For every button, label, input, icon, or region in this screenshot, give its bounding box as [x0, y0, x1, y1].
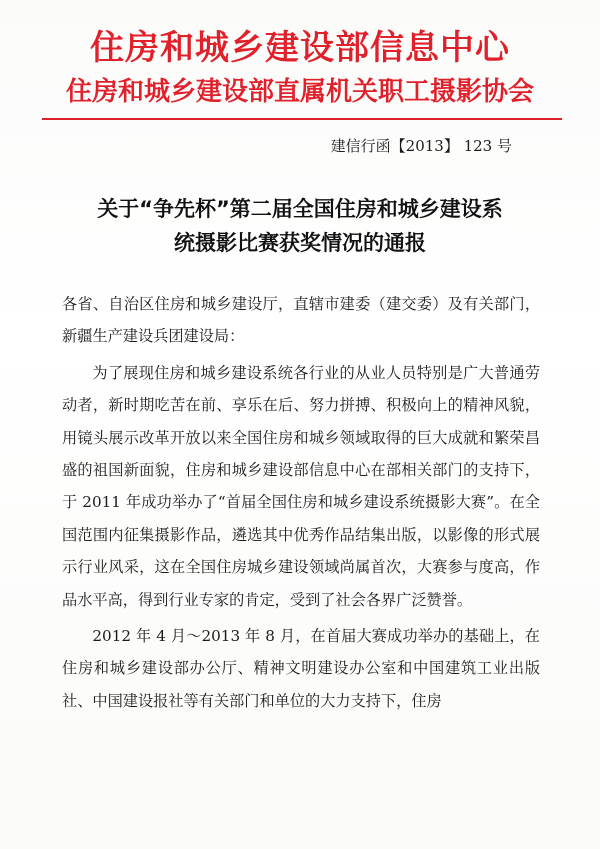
document-number: 建信行函【2013】 123 号: [330, 137, 512, 155]
addressee: 各省、自治区住房和城乡建设厅，直辖市建委（建交委）及有关部门，新疆生产建设兵团建设局：: [62, 295, 540, 346]
header-divider: [42, 118, 562, 120]
title-line-2: 统摄影比赛获奖情况的通报: [174, 231, 426, 255]
document-body: [62, 288, 540, 721]
title-line-1: 关于“争先杯”第二届全国住房和城乡建设系: [97, 197, 503, 221]
document-title: [40, 192, 560, 260]
header-org-name: 住房和城乡建设部信息中心: [90, 28, 510, 68]
header-org-subname: 住房和城乡建设部直属机关职工摄影协会: [65, 77, 534, 107]
body-paragraph-1: 为了展现住房和城乡建设系统各行业的从业人员特别是广大普通劳动者，新时期吃苦在前、享乐在后、努力拼搏、积极向上的精神风貌，用镜头展示改革开放以来全国住房和城乡领域取得的巨大成就和繁荣昌盛的祖国新面貌，住房和城乡建设部信息中心在部相关部门的支持下，于 2011 年成功举办了“首届全国住房和城乡建设系统摄影大赛”。在全国范围内征集摄影作品，遴选其中优秀作品结集出版，以影像的形式展示行业风采，这在全国住房城乡建设领域尚属首次，大赛参与度高，作品水平高，得到行业专家的肯定，受到了社会各界广泛赞誉。: [62, 363, 540, 609]
body-paragraph-2: 2012 年 4 月～2013 年 8 月，在首届大赛成功举办的基础上，在住房和城乡建设部办公厅、精神文明建设办公室和中国建筑工业出版社、中国建设报社等有关部门和单位的大力支持下，住房: [62, 627, 540, 710]
